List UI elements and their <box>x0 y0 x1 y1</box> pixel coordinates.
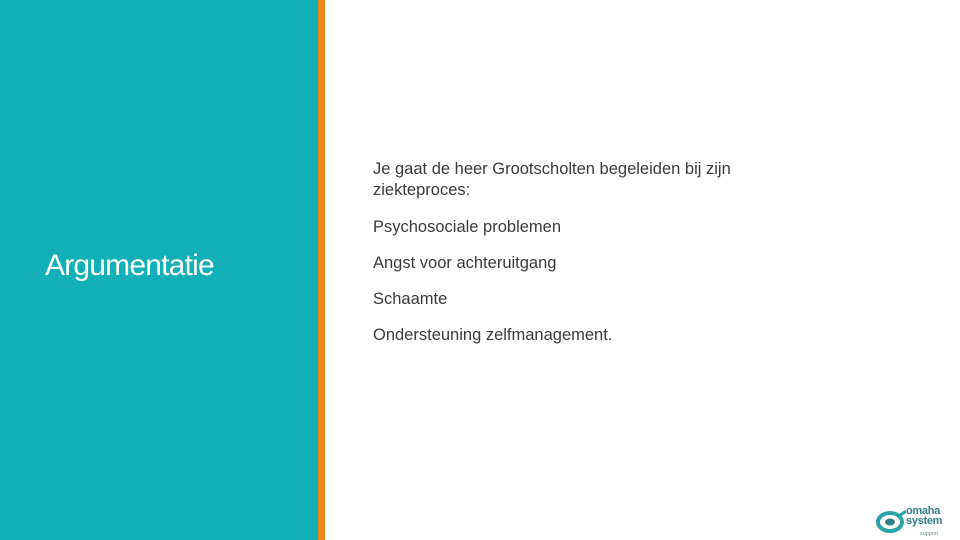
logo-line-1: omaha <box>906 505 940 517</box>
slide-body <box>373 159 813 361</box>
logo-swirl-icon <box>876 507 906 537</box>
logo-line-3: support <box>920 531 939 537</box>
list-item: Schaamte <box>373 290 448 308</box>
intro-text: Je gaat de heer Grootscholten begeleiden bij zijn ziekteproces: <box>373 160 731 199</box>
title-panel <box>0 0 318 540</box>
slide-title: Argumentatie <box>45 249 214 282</box>
list-item: Psychosociale problemen <box>373 218 562 236</box>
logo-wordmark <box>906 506 942 526</box>
logo-line-2: system <box>906 515 943 527</box>
accent-divider <box>318 0 325 540</box>
omaha-system-logo <box>876 503 960 540</box>
list-item: Angst voor achteruitgang <box>373 254 557 272</box>
list-item: Ondersteuning zelfmanagement. <box>373 326 613 344</box>
